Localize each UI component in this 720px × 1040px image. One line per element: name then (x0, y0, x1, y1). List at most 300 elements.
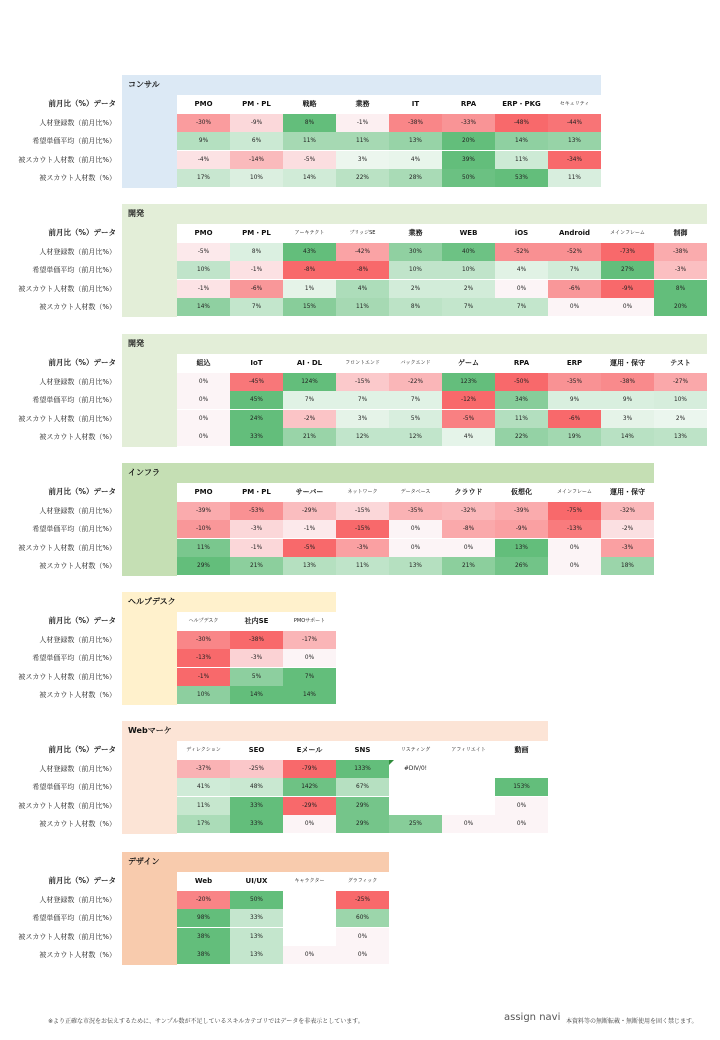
data-cell: -3% (230, 520, 283, 538)
data-cell: 0% (442, 539, 495, 557)
data-cell: -5% (283, 539, 336, 557)
data-cell: -5% (283, 151, 336, 169)
column-header: Android (548, 224, 601, 242)
data-cell: 0% (336, 928, 389, 946)
column-header: RPA (442, 95, 495, 113)
data-cell: 11% (336, 132, 389, 150)
column-header: リスティング (389, 741, 442, 759)
data-cell: -53% (230, 502, 283, 520)
column-header: フロントエンド (336, 354, 389, 372)
data-cell: -34% (548, 151, 601, 169)
row-label: 被スカウト人材数（前月比%） (18, 801, 116, 810)
data-cell: -79% (283, 760, 336, 778)
data-cell: -20% (177, 891, 230, 909)
column-header: PMO (177, 483, 230, 501)
data-cell: 7% (495, 298, 548, 316)
data-cell: 0% (495, 280, 548, 298)
row-label: 被スカウト人材数（前月比%） (18, 414, 116, 423)
row-label: 被スカウト人材数（%） (39, 820, 116, 828)
header-row-label: 前月比（%）データ (48, 228, 116, 237)
data-cell: -5% (177, 243, 230, 261)
row-label: 被スカウト人材数（%） (39, 691, 116, 699)
column-header: ERP (548, 354, 601, 372)
column-header: PMO (177, 224, 230, 242)
data-cell: 11% (177, 539, 230, 557)
data-cell: 142% (283, 778, 336, 796)
section-title: ヘルプデスク (122, 592, 336, 612)
column-header: SEO (230, 741, 283, 759)
data-cell: -37% (177, 760, 230, 778)
column-header: データベース (389, 483, 442, 501)
data-cell: 11% (336, 298, 389, 316)
data-cell: 7% (283, 391, 336, 409)
data-cell: 3% (601, 410, 654, 428)
column-header: セキュリティ (548, 95, 601, 113)
data-cell: 38% (177, 928, 230, 946)
data-cell: -9% (601, 280, 654, 298)
data-cell: -1% (336, 114, 389, 132)
data-cell: 8% (389, 298, 442, 316)
row-label: 人材登録数（前月比%） (39, 506, 116, 515)
column-header: 業務 (336, 95, 389, 113)
data-cell: 13% (495, 539, 548, 557)
data-cell: 14% (601, 428, 654, 446)
section-side-band (122, 612, 177, 705)
column-header: 運用・保守 (601, 354, 654, 372)
data-cell: -39% (495, 502, 548, 520)
data-cell (389, 778, 442, 796)
data-cell: 4% (442, 428, 495, 446)
data-cell: 14% (177, 298, 230, 316)
data-cell: 12% (389, 428, 442, 446)
row-label: 人材登録数（前月比%） (39, 635, 116, 644)
data-cell: -15% (336, 373, 389, 391)
data-cell: -35% (389, 502, 442, 520)
data-cell: 33% (230, 909, 283, 927)
row-label: 被スカウト人材数（%） (39, 433, 116, 441)
data-cell: 4% (495, 261, 548, 279)
data-cell: 13% (548, 132, 601, 150)
row-label: 希望単価平均（前月比%） (32, 525, 116, 533)
data-cell: 98% (177, 909, 230, 927)
data-cell: 13% (283, 557, 336, 575)
data-cell: 124% (283, 373, 336, 391)
data-cell: 45% (230, 391, 283, 409)
data-cell: 33% (230, 428, 283, 446)
column-header: メインフレーム (601, 224, 654, 242)
data-cell: 13% (389, 132, 442, 150)
data-cell: 4% (389, 151, 442, 169)
data-cell: -38% (389, 114, 442, 132)
header-row-label: 前月比（%）データ (48, 487, 116, 496)
data-cell: 0% (389, 539, 442, 557)
data-cell: 13% (230, 946, 283, 964)
data-cell: 4% (336, 280, 389, 298)
data-cell (495, 760, 548, 778)
column-header: ネットワーク (336, 483, 389, 501)
data-cell: 0% (442, 815, 495, 833)
data-cell: 17% (177, 815, 230, 833)
data-cell: -15% (336, 520, 389, 538)
data-cell: 133% (336, 760, 389, 778)
column-header: RPA (495, 354, 548, 372)
column-header: ブリッジSE (336, 224, 389, 242)
data-cell: -8% (442, 520, 495, 538)
data-cell: 3% (336, 151, 389, 169)
column-header: 運用・保守 (601, 483, 654, 501)
data-cell: 0% (283, 946, 336, 964)
data-cell: 2% (389, 280, 442, 298)
data-cell: 28% (389, 169, 442, 187)
data-cell: 8% (230, 243, 283, 261)
data-cell: 48% (230, 778, 283, 796)
data-cell: 153% (495, 778, 548, 796)
data-cell: -45% (230, 373, 283, 391)
data-cell: 10% (177, 686, 230, 704)
data-cell: 5% (230, 668, 283, 686)
section-side-band (122, 872, 177, 965)
data-cell: 11% (283, 132, 336, 150)
data-cell: 12% (336, 428, 389, 446)
data-cell: -1% (283, 520, 336, 538)
data-cell: 0% (548, 557, 601, 575)
data-cell: 14% (283, 169, 336, 187)
row-label: 人材登録数（前月比%） (39, 764, 116, 773)
column-header: グラフィック (336, 872, 389, 890)
row-label: 被スカウト人材数（前月比%） (18, 543, 116, 552)
data-cell: 20% (654, 298, 707, 316)
header-row-label: 前月比（%）データ (48, 358, 116, 367)
data-cell: -29% (283, 797, 336, 815)
column-header: WEB (442, 224, 495, 242)
data-cell: 0% (177, 410, 230, 428)
data-cell: -48% (495, 114, 548, 132)
data-cell: 53% (495, 169, 548, 187)
header-row-label: 前月比（%）データ (48, 99, 116, 108)
data-cell: 14% (495, 132, 548, 150)
data-cell: -30% (177, 631, 230, 649)
row-label: 希望単価平均（前月比%） (32, 654, 116, 662)
column-header: ゲーム (442, 354, 495, 372)
data-cell: 20% (442, 132, 495, 150)
data-cell: -9% (495, 520, 548, 538)
data-cell: -73% (601, 243, 654, 261)
data-cell: -38% (601, 373, 654, 391)
data-cell (283, 928, 336, 946)
data-cell: 50% (442, 169, 495, 187)
data-cell: -22% (389, 373, 442, 391)
footer-copyright: 本資料等の無断転載・無断使用を固く禁じます。 (566, 1018, 698, 1025)
data-cell: -13% (177, 649, 230, 667)
column-header: 社内SE (230, 612, 283, 630)
data-cell: 29% (336, 815, 389, 833)
column-header: 制御 (654, 224, 707, 242)
data-cell: -13% (548, 520, 601, 538)
section-side-band (122, 483, 177, 576)
data-cell: 0% (177, 373, 230, 391)
data-cell: 0% (336, 946, 389, 964)
column-header: Eメール (283, 741, 336, 759)
data-cell: -14% (230, 151, 283, 169)
data-cell: -29% (283, 502, 336, 520)
column-header: アーキテクト (283, 224, 336, 242)
column-header: ヘルプデスク (177, 612, 230, 630)
data-cell: 26% (495, 557, 548, 575)
data-cell: 11% (177, 797, 230, 815)
data-cell: 29% (177, 557, 230, 575)
data-cell: 13% (389, 557, 442, 575)
section-title: デザイン (122, 852, 389, 872)
data-cell: -52% (548, 243, 601, 261)
data-cell: -17% (283, 631, 336, 649)
assign-navi-logo: assign navi (504, 1012, 561, 1023)
column-header: クラウド (442, 483, 495, 501)
data-cell: 18% (601, 557, 654, 575)
data-cell: 21% (230, 557, 283, 575)
data-cell: 19% (548, 428, 601, 446)
data-cell: -12% (442, 391, 495, 409)
data-cell: 27% (601, 261, 654, 279)
column-header: 組込 (177, 354, 230, 372)
data-cell: 0% (495, 815, 548, 833)
data-cell: 60% (336, 909, 389, 927)
data-cell: 8% (654, 280, 707, 298)
data-cell: 25% (389, 815, 442, 833)
data-cell (442, 797, 495, 815)
data-cell: 29% (336, 797, 389, 815)
data-cell: 41% (177, 778, 230, 796)
data-cell: -75% (548, 502, 601, 520)
data-cell: -8% (336, 261, 389, 279)
column-header: キャラクター (283, 872, 336, 890)
data-cell: 40% (442, 243, 495, 261)
column-header: IoT (230, 354, 283, 372)
data-cell: -3% (336, 539, 389, 557)
data-cell: -3% (230, 649, 283, 667)
data-cell: 13% (654, 428, 707, 446)
column-header: UI/UX (230, 872, 283, 890)
section-side-band (122, 224, 177, 317)
column-header: iOS (495, 224, 548, 242)
data-cell: -30% (177, 114, 230, 132)
data-cell: 3% (336, 410, 389, 428)
row-label: 被スカウト人材数（前月比%） (18, 672, 116, 681)
data-cell: -3% (654, 261, 707, 279)
row-label: 人材登録数（前月比%） (39, 895, 116, 904)
data-cell: -25% (336, 891, 389, 909)
data-cell: -3% (601, 539, 654, 557)
data-cell: -35% (548, 373, 601, 391)
data-cell (283, 909, 336, 927)
section-title: コンサル (122, 75, 601, 95)
data-cell: 2% (442, 280, 495, 298)
footer-note: ※より正確な市況をお伝えするために、サンプル数が不足しているスキルカテゴリではデータを非表示としています。 (48, 1018, 364, 1025)
data-cell: 10% (389, 261, 442, 279)
column-header: IT (389, 95, 442, 113)
column-header: PMOサポート (283, 612, 336, 630)
data-cell: 11% (336, 557, 389, 575)
column-header: Web (177, 872, 230, 890)
column-header: ディレクション (177, 741, 230, 759)
data-cell: 15% (283, 298, 336, 316)
data-cell: -9% (230, 114, 283, 132)
section-title: 開発 (122, 204, 707, 224)
data-cell: 9% (177, 132, 230, 150)
data-cell: -1% (230, 261, 283, 279)
column-header: PM・PL (230, 95, 283, 113)
header-row-label: 前月比（%）データ (48, 616, 116, 625)
data-cell: 0% (601, 298, 654, 316)
data-cell: 7% (389, 391, 442, 409)
data-cell: 24% (230, 410, 283, 428)
data-cell: 0% (283, 649, 336, 667)
data-cell: 22% (336, 169, 389, 187)
data-cell: -32% (601, 502, 654, 520)
data-cell: 10% (177, 261, 230, 279)
section-side-band (122, 354, 177, 447)
column-header: テスト (654, 354, 707, 372)
data-cell: -2% (601, 520, 654, 538)
data-cell: 14% (283, 686, 336, 704)
data-cell: -6% (548, 410, 601, 428)
data-cell (442, 778, 495, 796)
data-cell: 9% (548, 391, 601, 409)
data-cell: 10% (230, 169, 283, 187)
data-cell: -6% (230, 280, 283, 298)
data-cell: 7% (336, 391, 389, 409)
data-cell: -10% (177, 520, 230, 538)
row-label: 被スカウト人材数（%） (39, 303, 116, 311)
column-header: 業務 (389, 224, 442, 242)
data-cell: 7% (548, 261, 601, 279)
data-cell: 10% (442, 261, 495, 279)
column-header: メインフレーム (548, 483, 601, 501)
data-cell: 11% (495, 410, 548, 428)
data-cell: 0% (283, 815, 336, 833)
data-cell: 0% (548, 539, 601, 557)
data-cell: 67% (336, 778, 389, 796)
data-cell: -4% (177, 151, 230, 169)
section-title: インフラ (122, 463, 654, 483)
column-header: PMO (177, 95, 230, 113)
data-cell: -25% (230, 760, 283, 778)
row-label: 希望単価平均（前月比%） (32, 137, 116, 145)
data-cell (389, 797, 442, 815)
data-cell: -1% (177, 280, 230, 298)
data-cell: -50% (495, 373, 548, 391)
data-cell: 123% (442, 373, 495, 391)
row-label: 人材登録数（前月比%） (39, 377, 116, 386)
data-cell: 11% (548, 169, 601, 187)
data-cell: -1% (177, 668, 230, 686)
data-cell: 14% (230, 686, 283, 704)
row-label: 被スカウト人材数（前月比%） (18, 284, 116, 293)
data-cell: 34% (495, 391, 548, 409)
section-side-band (122, 95, 177, 188)
data-cell: -6% (548, 280, 601, 298)
data-cell: 7% (230, 298, 283, 316)
column-header: 戦略 (283, 95, 336, 113)
data-cell: 33% (230, 815, 283, 833)
column-header: ERP・PKG (495, 95, 548, 113)
data-cell: 17% (177, 169, 230, 187)
column-header: 動画 (495, 741, 548, 759)
data-cell: 8% (283, 114, 336, 132)
row-label: 被スカウト人材数（%） (39, 951, 116, 959)
section-side-band (122, 741, 177, 834)
data-cell: -5% (442, 410, 495, 428)
data-cell: 9% (601, 391, 654, 409)
header-row-label: 前月比（%）データ (48, 745, 116, 754)
row-label: 希望単価平均（前月比%） (32, 914, 116, 922)
row-label: 被スカウト人材数（前月比%） (18, 932, 116, 941)
column-header: PM・PL (230, 224, 283, 242)
data-cell: 11% (495, 151, 548, 169)
row-label: 被スカウト人材数（%） (39, 174, 116, 182)
data-cell: 7% (283, 668, 336, 686)
data-cell: -38% (230, 631, 283, 649)
header-row-label: 前月比（%）データ (48, 876, 116, 885)
row-label: 人材登録数（前月比%） (39, 247, 116, 256)
data-cell: 39% (442, 151, 495, 169)
data-cell: 7% (442, 298, 495, 316)
data-cell: 21% (283, 428, 336, 446)
data-cell (442, 760, 495, 778)
row-label: 希望単価平均（前月比%） (32, 396, 116, 404)
data-cell: 1% (283, 280, 336, 298)
data-cell: 5% (389, 410, 442, 428)
data-cell: -39% (177, 502, 230, 520)
row-label: 人材登録数（前月比%） (39, 118, 116, 127)
data-cell: 0% (177, 428, 230, 446)
row-label: 被スカウト人材数（%） (39, 562, 116, 570)
data-cell: 22% (495, 428, 548, 446)
data-cell: 0% (495, 797, 548, 815)
data-cell: -1% (230, 539, 283, 557)
data-cell: -2% (283, 410, 336, 428)
section-title: 開発 (122, 334, 707, 354)
data-cell: 50% (230, 891, 283, 909)
data-cell: -8% (283, 261, 336, 279)
data-cell: 30% (389, 243, 442, 261)
data-cell: -33% (442, 114, 495, 132)
data-cell: 21% (442, 557, 495, 575)
data-cell: -15% (336, 502, 389, 520)
data-cell: 43% (283, 243, 336, 261)
data-cell: #DIV/0! (389, 760, 442, 778)
row-label: 被スカウト人材数（前月比%） (18, 155, 116, 164)
error-indicator-icon (389, 760, 394, 765)
data-cell: 38% (177, 946, 230, 964)
data-cell: -27% (654, 373, 707, 391)
column-header: サーバー (283, 483, 336, 501)
row-label: 希望単価平均（前月比%） (32, 783, 116, 791)
data-cell: 33% (230, 797, 283, 815)
data-cell: -38% (654, 243, 707, 261)
data-cell: 6% (230, 132, 283, 150)
data-cell: 0% (177, 391, 230, 409)
data-cell: 0% (548, 298, 601, 316)
data-cell: -52% (495, 243, 548, 261)
column-header: バックエンド (389, 354, 442, 372)
data-cell: -44% (548, 114, 601, 132)
column-header: アフィリエイト (442, 741, 495, 759)
data-cell: 0% (389, 520, 442, 538)
data-cell: -42% (336, 243, 389, 261)
column-header: PM・PL (230, 483, 283, 501)
column-header: AI・DL (283, 354, 336, 372)
data-cell (283, 891, 336, 909)
